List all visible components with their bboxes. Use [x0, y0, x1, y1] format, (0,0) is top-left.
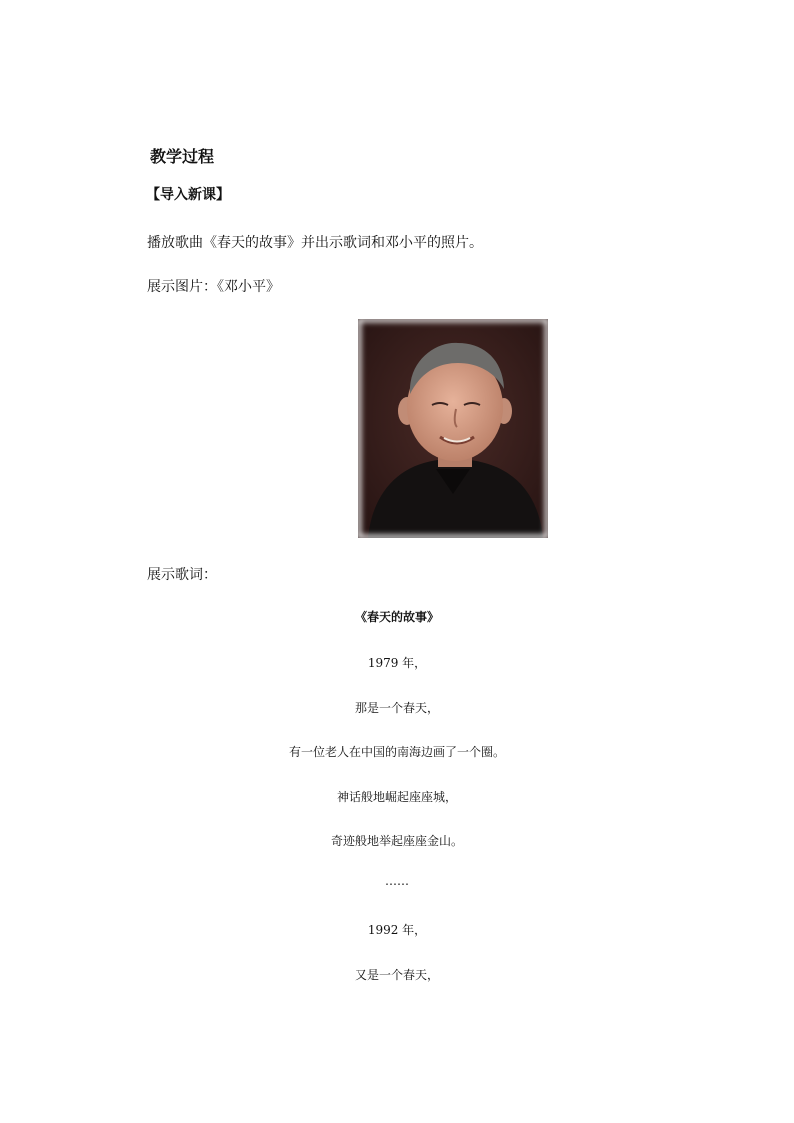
- lyric-line: 奇迹般地举起座座金山。: [330, 834, 463, 848]
- lyrics-label: 展示歌词：: [147, 567, 217, 583]
- subsection-heading: 【导入新课】: [146, 187, 230, 203]
- lyric-line: 那是一个春天，: [354, 701, 439, 715]
- lyric-line: 1992 年，: [367, 923, 427, 937]
- lyric-line: 1979 年，: [367, 656, 427, 670]
- lyric-line: 神话般地崛起座座城，: [336, 790, 457, 804]
- section-title: 教学过程: [150, 147, 215, 166]
- lyric-line: 有一位老人在中国的南海边画了一个圈。: [288, 745, 505, 759]
- portrait-photo: [358, 319, 548, 538]
- lyric-line: 又是一个春天，: [354, 968, 439, 982]
- lyrics-title: 《春天的故事》: [354, 610, 439, 624]
- photo-label: 展示图片：《邓小平》: [147, 279, 280, 295]
- intro-paragraph: 播放歌曲《春天的故事》并出示歌词和邓小平的照片。: [147, 235, 483, 251]
- lyric-line: ……: [385, 874, 409, 888]
